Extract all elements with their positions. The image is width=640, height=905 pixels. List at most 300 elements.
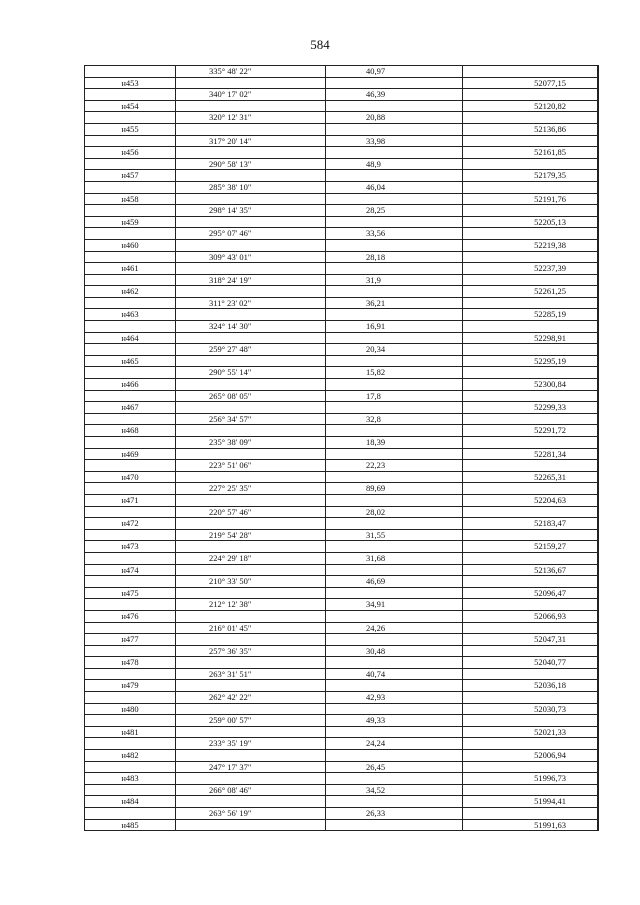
segment-length-cell [326,518,463,530]
segment-row [85,645,599,657]
segment-length-cell [326,471,463,483]
x-coordinate-cell [463,251,598,263]
segment-length-cell: 30,48 [326,645,463,657]
segment-row [85,158,599,170]
bearing-angle-cell: 263° 56' 19" [176,808,326,820]
bearing-angle-cell [176,703,326,715]
y-coordinate-cell [598,483,599,495]
point-row [85,332,599,344]
x-coordinate-cell [463,228,598,240]
segment-row [85,808,599,820]
y-coordinate-cell [598,587,599,599]
bearing-angle-cell: 290° 58' 13" [176,158,326,170]
point-name-cell: н464 [85,332,176,344]
segment-length-cell [326,587,463,599]
x-coordinate-cell: 52299,33 [463,402,598,414]
bearing-angle-cell: 263° 31' 51" [176,668,326,680]
bearing-angle-cell [176,123,326,135]
point-name-cell [85,552,176,564]
point-name-cell: н485 [85,819,176,831]
y-coordinate-cell [598,564,599,576]
bearing-angle-cell [176,518,326,530]
point-name-cell [85,274,176,286]
x-coordinate-cell: 52291,72 [463,425,598,437]
y-coordinate-cell [598,286,599,298]
bearing-angle-cell: 295° 07' 46" [176,228,326,240]
bearing-angle-cell [176,610,326,622]
point-name-cell: н471 [85,494,176,506]
point-name-cell [85,181,176,193]
segment-length-cell [326,309,463,321]
segment-length-cell: 34,52 [326,784,463,796]
x-coordinate-cell: 52204,63 [463,494,598,506]
segment-row [85,668,599,680]
x-coordinate-cell [463,437,598,449]
bearing-angle-cell [176,402,326,414]
segment-length-cell [326,657,463,669]
segment-length-cell: 22,23 [326,460,463,472]
point-name-cell: н463 [85,309,176,321]
y-coordinate-cell [598,506,599,518]
segment-length-cell: 46,39 [326,89,463,101]
x-coordinate-cell: 51996,73 [463,773,598,785]
point-row [85,309,599,321]
x-coordinate-cell: 52285,19 [463,309,598,321]
y-coordinate-cell [598,726,599,738]
point-row [85,379,599,391]
y-coordinate-cell [598,761,599,773]
point-row [85,541,599,553]
point-name-cell [85,297,176,309]
point-row [85,587,599,599]
point-name-cell: н454 [85,100,176,112]
y-coordinate-cell [598,692,599,704]
y-coordinate-cell [598,680,599,692]
y-coordinate-cell [598,402,599,414]
bearing-angle-cell [176,309,326,321]
bearing-angle-cell [176,77,326,89]
bearing-angle-cell [176,425,326,437]
y-coordinate-cell [598,529,599,541]
segment-row [85,483,599,495]
segment-length-cell [326,77,463,89]
segment-row [85,715,599,727]
x-coordinate-cell: 52136,67 [463,564,598,576]
point-name-cell [85,529,176,541]
point-name-cell: н457 [85,170,176,182]
point-row [85,77,599,89]
x-coordinate-cell [463,321,598,333]
point-name-cell [85,761,176,773]
point-name-cell [85,205,176,217]
page-number: 584 [310,37,330,52]
x-coordinate-cell [463,460,598,472]
bearing-angle-cell [176,239,326,251]
point-name-cell: н478 [85,657,176,669]
x-coordinate-cell [463,297,598,309]
point-row [85,448,599,460]
segment-row [85,738,599,750]
point-name-cell [85,251,176,263]
bearing-angle-cell [176,541,326,553]
segment-length-cell: 28,18 [326,251,463,263]
x-coordinate-cell [463,529,598,541]
y-coordinate-cell [598,610,599,622]
x-coordinate-cell [463,552,598,564]
y-coordinate-cell [598,367,599,379]
y-coordinate-cell [598,413,599,425]
y-coordinate-cell [598,170,599,182]
bearing-angle-cell [176,819,326,831]
bearing-angle-cell [176,193,326,205]
y-coordinate-cell [598,355,599,367]
segment-length-cell: 89,69 [326,483,463,495]
point-name-cell [85,321,176,333]
segment-length-cell: 26,33 [326,808,463,820]
bearing-angle-cell [176,216,326,228]
point-name-cell: н455 [85,123,176,135]
point-name-cell: н484 [85,796,176,808]
point-row [85,170,599,182]
bearing-angle-cell [176,587,326,599]
segment-row [85,460,599,472]
bearing-angle-cell [176,634,326,646]
y-coordinate-cell [598,460,599,472]
point-row [85,123,599,135]
x-coordinate-cell [463,692,598,704]
segment-length-cell [326,796,463,808]
y-coordinate-cell [598,239,599,251]
bearing-angle-cell [176,286,326,298]
y-coordinate-cell [598,599,599,611]
x-coordinate-cell [463,89,598,101]
point-name-cell: н483 [85,773,176,785]
x-coordinate-cell: 51991,63 [463,819,598,831]
y-coordinate-cell [598,297,599,309]
x-coordinate-cell [463,784,598,796]
point-name-cell [85,344,176,356]
y-coordinate-cell [598,773,599,785]
bearing-angle-cell: 259° 00' 57" [176,715,326,727]
point-row [85,239,599,251]
segment-length-cell [326,425,463,437]
y-coordinate-cell [598,181,599,193]
point-name-cell [85,135,176,147]
point-name-cell: н466 [85,379,176,391]
point-row [85,703,599,715]
x-coordinate-cell [463,622,598,634]
y-coordinate-cell [598,668,599,680]
y-coordinate-cell [598,147,599,159]
bearing-angle-cell [176,471,326,483]
x-coordinate-cell: 52298,91 [463,332,598,344]
point-name-cell [85,228,176,240]
segment-row [85,205,599,217]
bearing-angle-cell [176,100,326,112]
y-coordinate-cell [598,100,599,112]
segment-row [85,552,599,564]
segment-length-cell [326,610,463,622]
x-coordinate-cell: 52205,13 [463,216,598,228]
y-coordinate-cell [598,123,599,135]
point-row [85,263,599,275]
point-name-cell: н469 [85,448,176,460]
bearing-angle-cell: 235° 38' 09" [176,437,326,449]
segment-row [85,506,599,518]
segment-length-cell [326,773,463,785]
y-coordinate-cell [598,321,599,333]
y-coordinate-cell [598,448,599,460]
bearing-angle-cell: 298° 14' 35" [176,205,326,217]
x-coordinate-cell: 52120,82 [463,100,598,112]
point-name-cell: н482 [85,750,176,762]
segment-length-cell [326,286,463,298]
point-row [85,564,599,576]
x-coordinate-cell: 52265,31 [463,471,598,483]
coordinates-table-body [85,66,599,831]
segment-row [85,251,599,263]
segment-length-cell: 20,88 [326,112,463,124]
y-coordinate-cell [598,657,599,669]
y-coordinate-cell [598,494,599,506]
bearing-angle-cell: 290° 55' 14" [176,367,326,379]
segment-length-cell [326,355,463,367]
y-coordinate-cell [598,552,599,564]
segment-length-cell [326,263,463,275]
point-row [85,355,599,367]
x-coordinate-cell: 52281,34 [463,448,598,460]
segment-length-cell [326,332,463,344]
y-coordinate-cell [598,158,599,170]
point-name-cell [85,692,176,704]
point-row [85,634,599,646]
bearing-angle-cell [176,657,326,669]
segment-row [85,181,599,193]
x-coordinate-cell: 52040,77 [463,657,598,669]
point-name-cell [85,112,176,124]
bearing-angle-cell: 265° 08' 05" [176,390,326,402]
x-coordinate-cell: 52006,94 [463,750,598,762]
segment-length-cell: 17,8 [326,390,463,402]
point-name-cell [85,158,176,170]
bearing-angle-cell: 220° 57' 46" [176,506,326,518]
point-row [85,100,599,112]
y-coordinate-cell [598,89,599,101]
x-coordinate-cell: 52066,93 [463,610,598,622]
point-name-cell [85,576,176,588]
segment-length-cell: 16,91 [326,321,463,333]
y-coordinate-cell [598,193,599,205]
point-name-cell [85,437,176,449]
segment-row [85,529,599,541]
point-row [85,773,599,785]
bearing-angle-cell [176,726,326,738]
bearing-angle-cell: 247° 17' 37" [176,761,326,773]
point-row [85,193,599,205]
x-coordinate-cell: 52161,85 [463,147,598,159]
segment-length-cell: 33,56 [326,228,463,240]
point-name-cell: н477 [85,634,176,646]
x-coordinate-cell: 52183,47 [463,518,598,530]
segment-length-cell: 24,26 [326,622,463,634]
segment-length-cell [326,564,463,576]
point-name-cell: н465 [85,355,176,367]
point-name-cell: н453 [85,77,176,89]
point-name-cell: н467 [85,402,176,414]
x-coordinate-cell: 52036,18 [463,680,598,692]
bearing-angle-cell [176,796,326,808]
segment-row [85,228,599,240]
point-row [85,286,599,298]
x-coordinate-cell [463,715,598,727]
segment-length-cell: 24,24 [326,738,463,750]
bearing-angle-cell: 223° 51' 06" [176,460,326,472]
y-coordinate-cell [598,634,599,646]
point-name-cell [85,413,176,425]
segment-length-cell [326,448,463,460]
y-coordinate-cell [598,216,599,228]
segment-length-cell [326,494,463,506]
point-name-cell [85,483,176,495]
bearing-angle-cell: 210° 33' 50" [176,576,326,588]
segment-length-cell [326,819,463,831]
y-coordinate-cell [598,541,599,553]
segment-length-cell: 31,9 [326,274,463,286]
bearing-angle-cell: 317° 20' 14" [176,135,326,147]
y-coordinate-cell [598,251,599,263]
y-coordinate-cell [598,622,599,634]
segment-row [85,66,599,78]
bearing-angle-cell: 262° 42' 22" [176,692,326,704]
x-coordinate-cell [463,808,598,820]
bearing-angle-cell: 227° 25' 35" [176,483,326,495]
y-coordinate-cell [598,205,599,217]
point-row [85,494,599,506]
segment-length-cell: 40,97 [326,66,463,78]
point-name-cell: н459 [85,216,176,228]
segment-length-cell [326,193,463,205]
bearing-angle-cell [176,332,326,344]
point-name-cell [85,808,176,820]
point-row [85,819,599,831]
x-coordinate-cell [463,645,598,657]
point-name-cell: н462 [85,286,176,298]
segment-length-cell: 31,68 [326,552,463,564]
bearing-angle-cell: 259° 27' 48" [176,344,326,356]
x-coordinate-cell [463,576,598,588]
x-coordinate-cell: 52179,35 [463,170,598,182]
segment-length-cell [326,239,463,251]
segment-row [85,135,599,147]
x-coordinate-cell [463,668,598,680]
bearing-angle-cell: 266° 08' 46" [176,784,326,796]
bearing-angle-cell [176,147,326,159]
point-name-cell [85,645,176,657]
y-coordinate-cell [598,344,599,356]
point-name-cell [85,460,176,472]
segment-length-cell [326,147,463,159]
coordinates-table [84,65,599,831]
y-coordinate-cell [598,425,599,437]
segment-length-cell [326,100,463,112]
segment-length-cell: 18,39 [326,437,463,449]
bearing-angle-cell [176,379,326,391]
point-name-cell: н460 [85,239,176,251]
bearing-angle-cell [176,773,326,785]
x-coordinate-cell [463,367,598,379]
point-row [85,726,599,738]
x-coordinate-cell [463,112,598,124]
segment-length-cell [326,541,463,553]
x-coordinate-cell [463,135,598,147]
segment-row [85,599,599,611]
y-coordinate-cell [598,309,599,321]
segment-length-cell [326,680,463,692]
segment-length-cell [326,379,463,391]
segment-length-cell: 46,04 [326,181,463,193]
bearing-angle-cell [176,170,326,182]
y-coordinate-cell [598,645,599,657]
segment-length-cell: 33,98 [326,135,463,147]
bearing-angle-cell: 212° 12' 38" [176,599,326,611]
point-row [85,425,599,437]
x-coordinate-cell: 52136,86 [463,123,598,135]
y-coordinate-cell [598,263,599,275]
segment-length-cell: 31,55 [326,529,463,541]
segment-length-cell [326,216,463,228]
x-coordinate-cell [463,483,598,495]
bearing-angle-cell: 324° 14' 30" [176,321,326,333]
point-name-cell: н480 [85,703,176,715]
x-coordinate-cell [463,506,598,518]
x-coordinate-cell: 52021,33 [463,726,598,738]
bearing-angle-cell: 224° 29' 18" [176,552,326,564]
point-name-cell: н479 [85,680,176,692]
segment-length-cell [326,123,463,135]
y-coordinate-cell [598,819,599,831]
y-coordinate-cell [598,796,599,808]
x-coordinate-cell [463,205,598,217]
segment-length-cell [326,703,463,715]
point-name-cell: н475 [85,587,176,599]
x-coordinate-cell: 52191,76 [463,193,598,205]
x-coordinate-cell [463,344,598,356]
bearing-angle-cell [176,355,326,367]
bearing-angle-cell [176,680,326,692]
y-coordinate-cell [598,77,599,89]
x-coordinate-cell: 51994,41 [463,796,598,808]
segment-length-cell: 32,8 [326,413,463,425]
point-name-cell [85,668,176,680]
bearing-angle-cell: 335° 48' 22" [176,66,326,78]
segment-length-cell [326,634,463,646]
bearing-angle-cell [176,448,326,460]
x-coordinate-cell [463,181,598,193]
segment-row [85,437,599,449]
point-name-cell: н461 [85,263,176,275]
x-coordinate-cell [463,158,598,170]
y-coordinate-cell [598,390,599,402]
point-name-cell: н481 [85,726,176,738]
x-coordinate-cell [463,274,598,286]
x-coordinate-cell: 52047,31 [463,634,598,646]
point-row [85,750,599,762]
point-name-cell: н456 [85,147,176,159]
bearing-angle-cell: 340° 17' 02" [176,89,326,101]
segment-row [85,622,599,634]
x-coordinate-cell: 52159,27 [463,541,598,553]
segment-row [85,89,599,101]
